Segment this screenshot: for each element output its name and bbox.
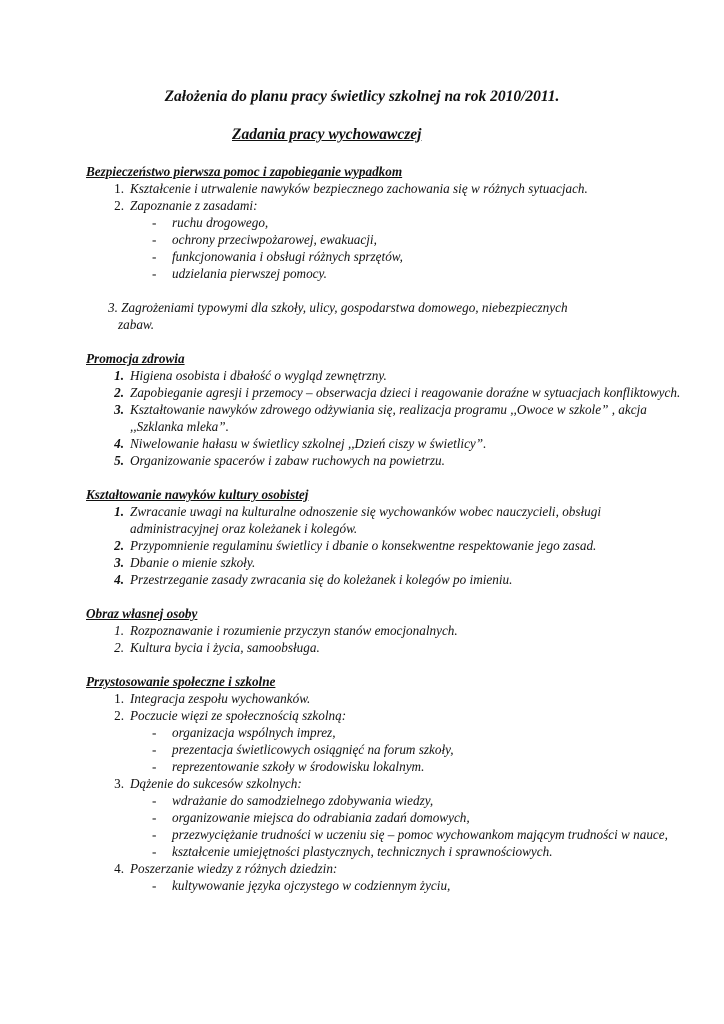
- item-number: 3.: [114, 402, 124, 417]
- item-text: Higiena osobista i dbałość o wygląd zewnętrzny.: [130, 368, 387, 383]
- item-number: 1.: [114, 623, 124, 638]
- bullet-item: [86, 826, 686, 843]
- section-heading-culture: Kształtowanie nawyków kultury osobistej: [86, 487, 309, 502]
- item-text: Kształcenie i utrwalenie nawyków bezpiecznego zachowania się w różnych sytuacjach.: [130, 181, 588, 196]
- item-number: 2.: [114, 385, 124, 400]
- bullet-text: prezentacja świetlicowych osiągnięć na forum szkoły,: [172, 742, 454, 757]
- document-body: [86, 163, 686, 894]
- item-number: 1.: [114, 504, 124, 519]
- bullet-item: [86, 792, 686, 809]
- item-text: Niwelowanie hałasu w świetlicy szkolnej ,,Dzień ciszy w świetlicy”.: [130, 436, 487, 451]
- bullet-dash: -: [152, 232, 157, 247]
- list-item: [86, 571, 686, 588]
- item-text: Poszerzanie wiedzy z różnych dziedzin:: [130, 861, 338, 876]
- item-text: Dbanie o mienie szkoły.: [130, 555, 256, 570]
- bullet-text: organizacja wspólnych imprez,: [172, 725, 336, 740]
- bullet-item: [86, 248, 686, 265]
- list-item: [86, 537, 686, 554]
- bullet-text: reprezentowanie szkoły w środowisku lokalnym.: [172, 759, 425, 774]
- list-item: [86, 639, 686, 656]
- item-text: Zapoznanie z zasadami:: [130, 198, 258, 213]
- bullet-dash: -: [152, 827, 157, 842]
- item-number: 4.: [114, 861, 124, 876]
- list-item: [86, 503, 686, 537]
- item-text: Zapobieganie agresji i przemocy – obserwacja dzieci i reagowanie doraźne w sytuacjach konfliktowych.: [130, 385, 681, 400]
- section-heading-safety: Bezpieczeństwo pierwsza pomoc i zapobieganie wypadkom: [86, 164, 403, 179]
- bullet-dash: -: [152, 844, 157, 859]
- bullet-text: ochrony przeciwpożarowej, ewakuacji,: [172, 232, 377, 247]
- item-number: 3.: [114, 776, 124, 791]
- list-item: [86, 435, 686, 452]
- bullet-dash: -: [152, 810, 157, 825]
- bullet-dash: -: [152, 249, 157, 264]
- bullet-text: wdrażanie do samodzielnego zdobywania wiedzy,: [172, 793, 434, 808]
- list-item: [86, 384, 686, 401]
- item-number: 2.: [114, 708, 124, 723]
- item-text: 3. Zagrożeniami typowymi dla szkoły, ulicy, gospodarstwa domowego, niebezpiecznych: [108, 300, 568, 315]
- bullet-item: [86, 231, 686, 248]
- bullet-item: [86, 741, 686, 758]
- list-item: [86, 690, 686, 707]
- item-text: Integracja zespołu wychowanków.: [130, 691, 311, 706]
- item-text: Kształtowanie nawyków zdrowego odżywiania się, realizacja programu ,,Owoce w szkole” , akcja ,,Szklanka mleka”.: [130, 402, 647, 434]
- item-number: 2.: [114, 640, 124, 655]
- list-item: [86, 622, 686, 639]
- bullet-dash: -: [152, 742, 157, 757]
- bullet-dash: -: [152, 793, 157, 808]
- bullet-dash: -: [152, 725, 157, 740]
- item-text: Dążenie do sukcesów szkolnych:: [130, 776, 302, 791]
- item-number: 2.: [114, 198, 124, 213]
- bullet-item: [86, 265, 686, 282]
- bullet-text: przezwyciężanie trudności w uczeniu się – pomoc wychowankom mającym trudności w nauce,: [172, 827, 668, 842]
- section-heading-self-image: Obraz własnej osoby: [86, 606, 198, 621]
- item-number: 1.: [114, 368, 124, 383]
- bullet-item: [86, 724, 686, 741]
- list-item: [86, 367, 686, 384]
- item-text: Organizowanie spacerów i zabaw ruchowych na powietrzu.: [130, 453, 445, 468]
- item-text: Rozpoznawanie i rozumienie przyczyn stanów emocjonalnych.: [130, 623, 458, 638]
- list-item: [86, 452, 686, 469]
- item-number: 2.: [114, 538, 124, 553]
- list-item: [86, 180, 686, 197]
- section-heading-social: Przystosowanie społeczne i szkolne: [86, 674, 276, 689]
- bullet-text: udzielania pierwszej pomocy.: [172, 266, 327, 281]
- bullet-dash: -: [152, 759, 157, 774]
- item-text-continuation: zabaw.: [118, 317, 155, 332]
- item-text: Przypomnienie regulaminu świetlicy i dbanie o konsekwentne respektowanie jego zasad.: [130, 538, 597, 553]
- item-number: 3.: [114, 555, 124, 570]
- section-heading-health: Promocja zdrowia: [86, 351, 185, 366]
- bullet-item: [86, 214, 686, 231]
- bullet-text: kształcenie umiejętności plastycznych, technicznych i sprawnościowych.: [172, 844, 553, 859]
- list-item: [86, 707, 686, 724]
- bullet-dash: -: [152, 215, 157, 230]
- item-number: 1.: [114, 181, 124, 196]
- list-item: [86, 197, 686, 214]
- item-number: 4.: [114, 572, 124, 587]
- bullet-text: kultywowanie języka ojczystego w codziennym życiu,: [172, 878, 451, 893]
- bullet-text: ruchu drogowego,: [172, 215, 269, 230]
- list-item: [86, 401, 686, 435]
- item-text: Przestrzeganie zasady zwracania się do koleżanek i kolegów po imieniu.: [130, 572, 513, 587]
- bullet-text: funkcjonowania i obsługi różnych sprzętów,: [172, 249, 403, 264]
- item-number: 4.: [114, 436, 124, 451]
- document-subtitle: Zadania pracy wychowawczej: [232, 126, 422, 143]
- bullet-item: [86, 843, 686, 860]
- list-item: [86, 860, 686, 877]
- bullet-dash: -: [152, 266, 157, 281]
- list-item-loose: [108, 299, 686, 333]
- list-item: [86, 554, 686, 571]
- list-item: [86, 775, 686, 792]
- bullet-item: [86, 877, 686, 894]
- bullet-dash: -: [152, 878, 157, 893]
- bullet-item: [86, 758, 686, 775]
- item-text: Kultura bycia i życia, samoobsługa.: [130, 640, 320, 655]
- document-title: Założenia do planu pracy świetlicy szkolnej na rok 2010/2011.: [164, 88, 560, 105]
- bullet-text: organizowanie miejsca do odrabiania zadań domowych,: [172, 810, 470, 825]
- bullet-item: [86, 809, 686, 826]
- item-number: 5.: [114, 453, 124, 468]
- item-text: Poczucie więzi ze społecznością szkolną:: [130, 708, 347, 723]
- item-text: Zwracanie uwagi na kulturalne odnoszenie się wychowanków wobec nauczycieli, obsługi administracyjnej oraz koleżanek i kolegów.: [130, 504, 602, 536]
- item-number: 1.: [114, 691, 124, 706]
